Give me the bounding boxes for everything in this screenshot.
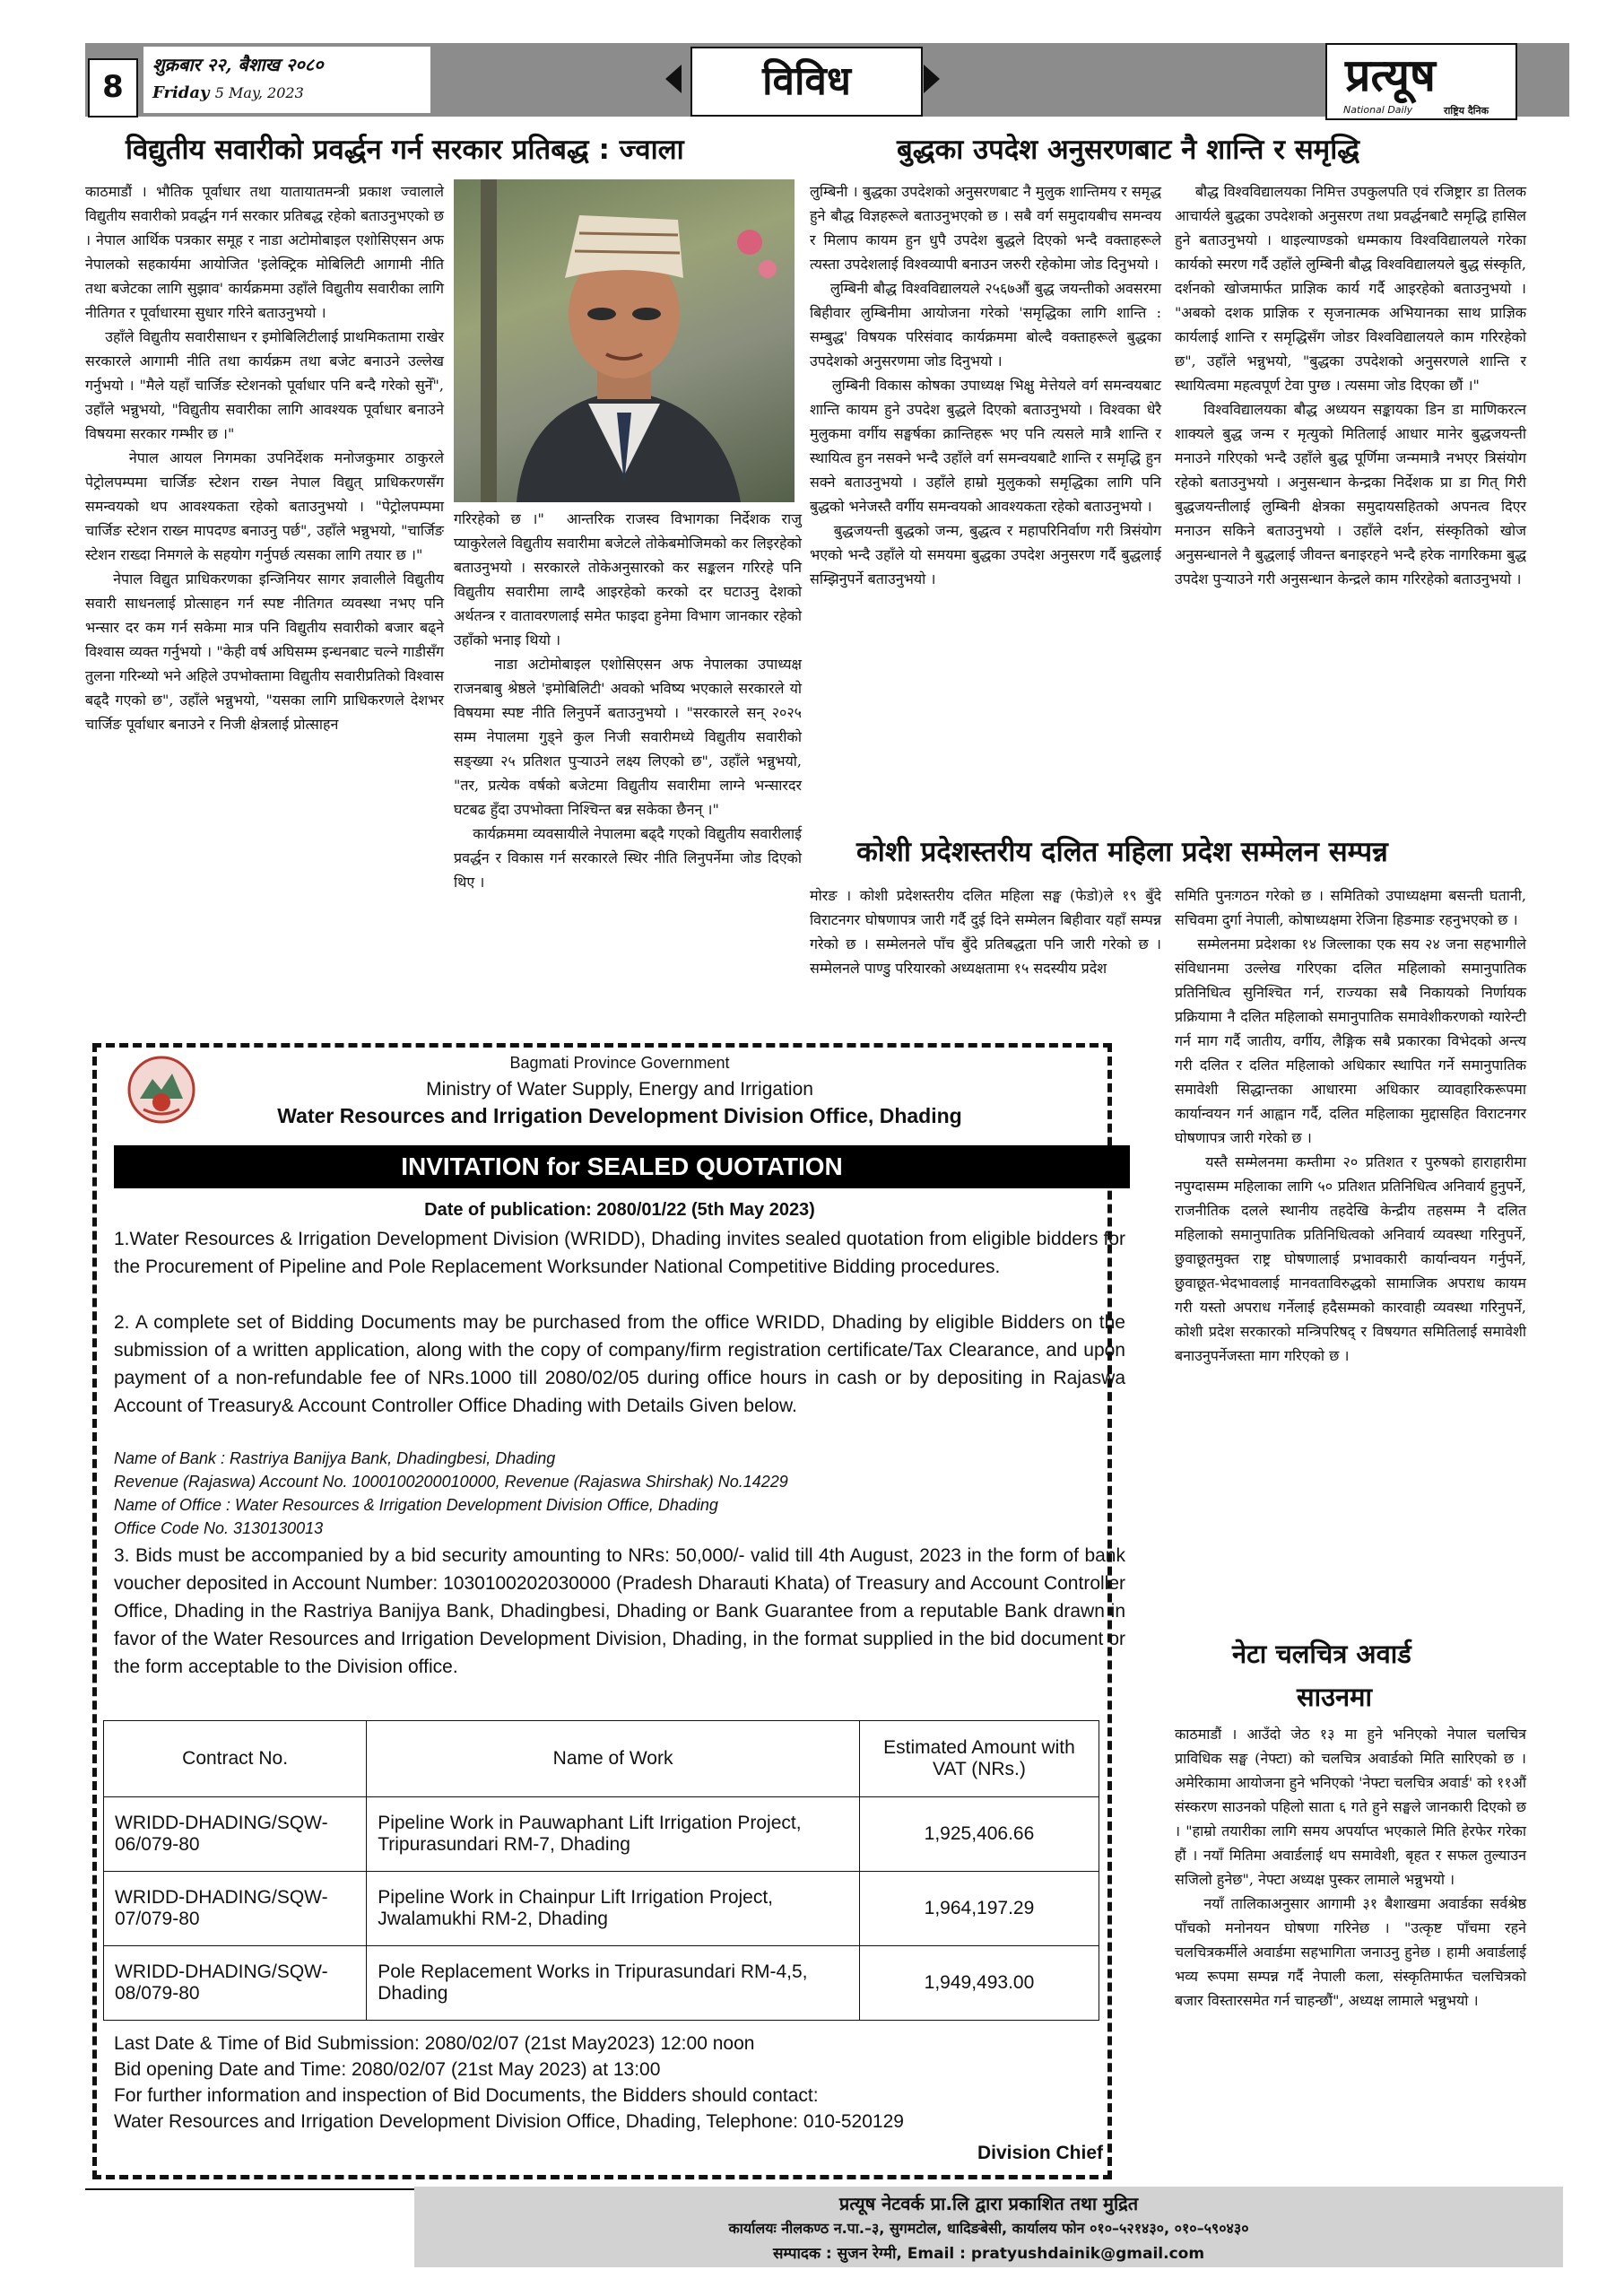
- notice-publication-date: Date of publication: 2080/01/22 (5th May 2023): [424, 1200, 815, 1220]
- article4-body: काठमाडौं । आउँदो जेठ १३ मा हुने भनिएको नेपाल चलचित्र प्राविधिक सङ्घ (नेफ्टा) को चलचित्र अवार्डको मिति सारिएको छ । अमेरिकामा आयोजना हुने भनिएको 'नेफ्टा चलचित्र अवार्ड' को ११औं संस्करण साउनको पहिलो साता ६ गते हुने सङ्घले जानकारी दिएको छ । "हाम्रो तयारीका लागि समय अपर्याप्त भएकाले मिति हेरफेर गरेका हौं । नयाँ मितिमा अवार्डलाई थप समावेशी, बृहत र सफल तुल्याउन सजिलो हुनेछ", नेफ्टा अध्यक्ष पुस्कर लामाले भन्नुभयो । नयाँ तालिकाअनुसार आगामी ३१ बैशाखमा अवार्डका सर्वश्रेष्ठ पाँचको मनोनयन घोषणा गरिनेछ । "उत्कृष्ट पाँचमा रहने चलचित्रकर्मीले अवार्डमा सहभागिता जनाउनु हुनेछ । हामी अवार्डलाई भव्य रूपमा सम्पन्न गर्दै नेपाली कला, संस्कृतिमार्फत चलचित्रको बजार विस्तारसमेत गर्न चाहन्छौं", अध्यक्ष लामाले भन्नुभयो ।: [1175, 1726, 1526, 2009]
- article4-headline-line2: साउनमा: [1297, 1682, 1372, 1712]
- notice-opening-date: Bid opening Date and Time: 2080/02/07 (21st May 2023) at 13:00: [114, 2059, 661, 2080]
- notice-government: Bagmati Province Government: [509, 1054, 730, 1072]
- notice-ministry: Ministry of Water Supply, Energy and Irrigation: [426, 1079, 813, 1100]
- header-contract-no: Contract No.: [104, 1721, 367, 1797]
- article3-headline: कोशी प्रदेशस्तरीय दलित महिला प्रदेश सम्मेलन सम्पन्न: [856, 836, 1388, 868]
- contract-no-cell: WRIDD-DHADING/SQW-07/079-80: [104, 1872, 367, 1946]
- amount-cell: 1,925,406.66: [859, 1797, 1099, 1872]
- notice-title: INVITATION for SEALED QUOTATION: [114, 1145, 1130, 1188]
- notice-office: Water Resources and Irrigation Development Division Office, Dhading: [277, 1104, 962, 1127]
- work-name-cell: Pipeline Work in Pauwaphant Lift Irrigation Project, Tripurasundari RM-7, Dhading: [367, 1797, 860, 1872]
- notice-revenue-account: Revenue (Rajaswa) Account No. 1000100200010000, Revenue (Rajaswa Shirshak) No.14229: [114, 1473, 788, 1491]
- notice-office-code: Office Code No. 3130130013: [114, 1519, 324, 1537]
- footer-address: कार्यालयः नीलकण्ठ न.पा.–३, सुगमटोल, धादिङबेसी, कार्यालय फोन ०१०–५२१४३०, ०१०–५९०४३०: [728, 2220, 1249, 2237]
- notice-further-info: For further information and inspection of Bid Documents, the Bidders should contact:: [114, 2085, 819, 2106]
- newspaper-logo: प्रत्यूष: [1345, 49, 1436, 101]
- notice-paragraph-2: 2. A complete set of Bidding Documents may be purchased from the office WRIDD, Dhading by eligible Bidders on the submission of a written application, along with the copy of company/firm registration certificate/Tax Clearance, and upon payment of a non-refundable fee of NRs.1000 till 2080/02/05 during office hours in cash or by depositing in Rajaswa Account of Treasury& Account Controller Office Dhading with Details Given below.: [114, 1312, 1125, 1416]
- table-row: [104, 1797, 1099, 1872]
- amount-cell: 1,949,493.00: [859, 1946, 1099, 2021]
- date-day: Friday: [152, 83, 210, 102]
- notice-bank-name: Name of Bank : Rastriya Banijya Bank, Dhadingbesi, Dhading: [114, 1449, 556, 1467]
- article1-column1: काठमाडौं । भौतिक पूर्वाधार तथा यातायातमन्त्री प्रकाश ज्वालाले विद्युतीय सवारीको प्रवर्द्धन गर्न सरकार प्रतिबद्ध रहेको बताउनुभएको छ । नेपाल आर्थिक पत्रकार समूह र नाडा अटोमोबाइल एशोसिएसन अफ नेपालको सहकार्यमा आयोजित 'इलेक्ट्रिक मोबिलिटी आगामी नीति तथा बजेटका लागि सुझाव' कार्यक्रममा उहाँले विद्युतीय सवारीका लागि नीतिगत र पूर्वाधारमा सुधार गरिने बताउनुभयो । उहाँले विद्युतीय सवारीसाधन र इमोबिलिटीलाई प्राथमिकतामा राखेर सरकारले आगामी नीति तथा कार्यक्रम तथा बजेट बनाउने उल्लेख गर्नुभयो । "मैले यहाँ चार्जिङ स्टेशनको पूर्वाधार पनि बन्दै गरेको सुनेँ", उहाँले भन्नुभयो, "विद्युतीय सवारीका लागि आवश्यक पूर्वाधार बनाउने विषयमा सरकार गम्भीर छ ।" नेपाल आयल निगमका उपनिर्देशक मनोजकुमार ठाकुरले पेट्रोलपम्पमा चार्जिङ स्टेशन राख्न नेपाल विद्युत् प्राधिकरणसँग समन्वयको थप आवश्यकता रहेको बताउनुभयो । "पेट्रोलपम्पमा चार्जिङ स्टेशन राख्न मापदण्ड बनाउनु पर्छ", उहाँले भन्नुभयो, "चार्जिङ स्टेशन राख्दा निमगले के सहयोग गर्नुपर्छ त्यसका लागि तयार छ ।" नेपाल विद्युत प्राधिकरणका इन्जिनियर सागर ज्ञवालीले विद्युतीय सवारी साधनलाई प्रोत्साहन गर्न स्पष्ट नीतिगत व्यवस्था नभए पनि भन्सार दर कम गर्न सकेमा मात्र पनि विद्युतीय सवारीको बजार बढ्ने विश्वास व्यक्त गर्नुभयो । "केही वर्ष अघिसम्म इन्धनबाट चल्ने गाडीसँग तुलना गरिन्थ्यो भने अहिले उपभोक्तामा विद्युतीय सवारीप्रतिको विश्वास बढ्दै गएको छ", उहाँले भन्नुभयो, "यसका लागि प्राधिकरणले देशभर चार्जिङ पूर्वाधार बनाउने र निजी क्षेत्रलाई प्रोत्साहन: [85, 183, 445, 733]
- notice-contact: Water Resources and Irrigation Development Division Office, Dhading, Telephone: 010-520129: [114, 2111, 904, 2132]
- notice-paragraph-1: 1.Water Resources & Irrigation Development Division (WRIDD), Dhading invites sealed quotation from eligible bidders for the Procurement of Pipeline and Pole Replacement Worksunder National Competitive Bidding procedures.: [114, 1229, 1125, 1277]
- page-number: 8: [88, 58, 138, 117]
- article3-column2: समिति पुनःगठन गरेको छ । समितिको उपाध्यक्षमा बसन्ती घतानी, सचिवमा दुर्गा नेपाली, कोषाध्यक्षमा रेजिना हिङमाङ रहनुभएको छ । सम्मेलनमा प्रदेशका १४ जिल्लाका एक सय २४ जना सहभागीले संविधानमा उल्लेख गरिएका दलित महिलाको समानुपातिक प्रतिनिधित्व सुनिश्चित गर्न, राज्यका सबै निकायको निर्णायक प्रक्रियामा नै दलित महिलाको समानुपातिक समावेशीकरणको ग्यारेन्टी गर्न माग गर्दै जातीय, वर्गीय, लैङ्गिक सबै प्रकारका विभेदको अन्त्य गरी दलित र दलित महिलाको अधिकार स्थापित गर्ने समानुपातिक समावेशी सिद्धान्तका आधारमा अधिकार व्यावहारिकरूपमा कार्यान्वयन गर्न आह्वान गर्दै, दलित महिलाका मुद्दासहित विराटनगर घोषणापत्र जारी गरेको छ । यस्तै सम्मेलनमा कम्तीमा २० प्रतिशत र पुरुषको हाराहारीमा नपुग्दासम्म महिलाका लागि ५० प्रतिशत प्रतिनिधित्व अनिवार्य हुनुपर्ने, राजनीतिक दलले स्थानीय तहदेखि केन्द्रीय तहसम्म नै दलित महिलाको समानुपातिक प्रतिनिधित्वको अनिवार्य व्यवस्था गरिनुपर्ने, छुवाछूतमुक्त राष्ट्र घोषणालाई प्रभावकारी कार्यान्वयन गर्नुपर्ने, छुवाछूत-भेदभावलाई मानवताविरुद्धको सामाजिक अपराध कायम गरी यस्तो अपराध गर्नेलाई हदैसम्मको कारवाही व्यवस्था गरिनुपर्ने, कोशी प्रदेश सरकारको मन्त्रिपरिषद् र विषयगत समितिलाई समावेशी बनाउनुपर्नेजस्ता माग गरिएको छ ।: [1175, 887, 1526, 1364]
- minister-photo: [454, 179, 795, 502]
- triangle-right-icon: [924, 65, 940, 93]
- notice-signature: Division Chief: [977, 2143, 1104, 2163]
- work-name-cell: Pipeline Work in Chainpur Lift Irrigation Project, Jwalamukhi RM-2, Dhading: [367, 1872, 860, 1946]
- article2-column2: बौद्ध विश्वविद्यालयका निमित्त उपकुलपति एवं रजिष्ट्रार डा तिलक आचार्यले बुद्धका उपदेशको अनुसरण तथा प्रवर्द्धनबाटै समृद्धि हासिल हुने बताउनुभयो । थाइल्याण्डको धम्मकाय विश्वविद्यालयले गरेका कार्यको स्मरण गर्दै उहाँले लुम्बिनी बौद्ध विश्वविद्यालयले बुद्ध संस्कृति, दर्शनको खोजमार्फत प्राज्ञिक कार्य गर्दै आइरहेको बताउनुभयो । "अबको दशक प्राज्ञिक र सृजनात्मक अभियानका साथ प्राज्ञिक कार्यलाई शान्ति र समृद्धिसँग जोडर विश्वविद्यालयले काम गरिरहेको छ", उहाँले भन्नुभयो, "बुद्धका उपदेशको अनुसरणले शान्ति र स्थायित्वमा महत्वपूर्ण टेवा पुग्छ । त्यसमा जोड दिएका छौं ।" विश्वविद्यालयका बौद्ध अध्ययन सङ्कायका डिन डा माणिकरत्न शाक्यले बुद्ध जन्म र मृत्युको मितिलाई आधार मानेर बुद्धजयन्ती मनाउने गरिएको भन्दै उहाँले बुद्ध पूर्णिमा जन्ममात्रै नभएर त्रिसंयोग रहेको बताउनुभयो । अनुसन्धान केन्द्रका निर्देशक प्रा डा गित् गिरी बुद्धजयन्तीलाई लुम्बिनी क्षेत्रका समुदायसहितको अपनत्व दिएर मनाउन सकिने बताउनुभयो । उहाँले दर्शन, संस्कृतिको खोज अनुसन्धानले नै बुद्धलाई जीवन्त बनाइरहने भन्दै हरेक नागरिकमा बुद्ध उपदेश पुऱ्याउने गरी अनुसन्धान केन्द्रले काम गरिरहेको बताउनुभयो ।: [1175, 183, 1527, 587]
- notice-office-name: Name of Office : Water Resources & Irrigation Development Division Office, Dhading: [114, 1496, 718, 1514]
- contracts-table: [103, 1720, 1099, 2021]
- contract-no-cell: WRIDD-DHADING/SQW-06/079-80: [104, 1797, 367, 1872]
- work-name-cell: Pole Replacement Works in Tripurasundari RM-4,5, Dhading: [367, 1946, 860, 2021]
- table-row: [104, 1946, 1099, 2021]
- article3-column1: मोरङ । कोशी प्रदेशस्तरीय दलित महिला सङ्घ (फेडो)ले १९ बुँदे विराटनगर घोषणापत्र जारी गर्दै दुई दिने सम्मेलन बिहीवार यहाँ सम्पन्न गरेको छ । सम्मेलनले पाँच बुँदे प्रतिबद्धता पनि जारी गरेको छ । सम्मेलनले पाण्डु परियारको अध्यक्षतामा १५ सदस्यीय प्रदेश: [810, 887, 1167, 977]
- date-english: [152, 83, 304, 102]
- logo-subtitle-en: National Daily: [1343, 104, 1413, 116]
- notice-last-date: Last Date & Time of Bid Submission: 2080/02/07 (21st May2023) 12:00 noon: [114, 2033, 755, 2054]
- section-title: विविध: [690, 47, 923, 117]
- portrait-illustration: [454, 179, 795, 502]
- article1-headline: विद्युतीय सवारीको प्रवर्द्धन गर्न सरकार प्रतिबद्ध : ज्वाला: [126, 134, 684, 166]
- table-header-row: [104, 1721, 1099, 1797]
- date-nepali: शुक्रबार २२, बैशाख २०८०: [152, 54, 324, 75]
- logo-subtitle-np: राष्ट्रिय दैनिक: [1444, 105, 1489, 117]
- article1-column2: गरिरहेको छ ।" आन्तरिक राजस्व विभागका निर्देशक राजु प्याकुरेलले विद्युतीय सवारीमा बजेटले तोकेबमोजिमको कर लिइरहेको बताउनुभयो । सरकारले तोकेअनुसारको कर सङ्कलन गरिरहे पनि विद्युतीय सवारीमा लाग्दै आइरहेको करको दर घटाउनु देशको अर्थतन्त्र र वातावरणलाई समेत फाइदा हुनेमा विभाग जानकार रहेको उहाँको भनाइ थियो । नाडा अटोमोबाइल एशोसिएसन अफ नेपालका उपाध्यक्ष राजनबाबु श्रेष्ठले 'इमोबिलिटी' अवको भविष्य भएकाले सरकारले यो विषयमा स्पष्ट नीति लिनुपर्ने बताउनुभयो । "सरकारले सन् २०२५ सम्म नेपालमा गुड्ने कुल निजी सवारीमध्ये विद्युतीय सवारीको सङ्ख्या २५ प्रतिशत पुऱ्याउने लक्ष्य लिएको छ", उहाँले भन्नुभयो, "तर, प्रत्येक वर्षको बजेटमा विद्युतीय सवारीमा लाग्ने भन्सारदर घटबढ हुँदा उपभोक्ता निश्चिन्त बन्न सकेका छैनन् ।" कार्यक्रममा व्यवसायीले नेपालमा बढ्दै गएको विद्युतीय सवारीलाई प्रवर्द्धन र विकास गर्न सरकारले स्थिर नीति लिनुपर्नेमा जोड दिएको थिए ।: [454, 510, 803, 891]
- article2-column1: लुम्बिनी । बुद्धका उपदेशको अनुसरणबाट नै मुलुक शान्तिमय र समृद्ध हुने बौद्ध विज्ञहरूले बताउनुभएको छ । सबै वर्ग समुदायबीच समन्वय र मिलाप कायम हुन धुपै उपदेश बुद्धले दिएको भन्दै वक्ताहरूले त्यस्ता उपदेशलाई विश्वव्यापी बनाउन जरुरी रहेकोमा जोड दिनुभयो । लुम्बिनी बौद्ध विश्वविद्यालयले २५६७औं बुद्ध जयन्तीको अवसरमा बिहीवार लुम्बिनीमा आयोजना गरेको 'समृद्धिका लागि शान्ति : सम्बुद्ध' विषयक परिसंवाद कार्यक्रममा बोल्दै वक्ताहरूले बुद्धका उपदेशको अनुसरणमा जोड दिनुभयो । लुम्बिनी विकास कोषका उपाध्यक्ष भिक्षु मेत्तेयले वर्ग समन्वयबाट शान्ति कायम हुने उपदेश बुद्धले दिएको बताउनुभयो । विश्वका धेरै मुलुकमा वर्गीय सङ्घर्षका क्रान्तिहरू भए पनि त्यसले मात्रै शान्ति र स्थायित्व हुन नसक्ने भन्दै उहाँले वर्ग समन्वयबाटै शान्ति र समृद्धि हुन सक्ने बताउनुभयो । उहाँले हाम्रो मुलुकको समृद्धिका लागि पनि बुद्धको भनेजस्तै वर्गीय समन्वयको आवश्यकता रहेको बताउनुभयो । बुद्धजयन्ती बुद्धको जन्म, बुद्धत्व र महापरिनिर्वाण गरी त्रिसंयोग भएको भन्दै उहाँले यो समयमा बुद्धका उपदेश अनुसरण गर्दै बुद्धलाई सम्झिनुपर्ने बताउनुभयो ।: [810, 183, 1162, 587]
- contract-no-cell: WRIDD-DHADING/SQW-08/079-80: [104, 1946, 367, 2021]
- article2-headline: बुद्धका उपदेश अनुसरणबाट नै शान्ति र समृद्धि: [897, 134, 1360, 166]
- date-value: 5 May, 2023: [214, 84, 304, 101]
- article4-headline-line1: नेटा चलचित्र अवार्ड: [1232, 1639, 1411, 1669]
- footer-editor: सम्पादक : सुजन रेग्मी, Email : pratyushdainik@gmail.com: [772, 2245, 1205, 2263]
- header-estimated-amount: Estimated Amount with VAT (NRs.): [859, 1721, 1099, 1797]
- header-name-of-work: Name of Work: [367, 1721, 860, 1797]
- amount-cell: 1,964,197.29: [859, 1872, 1099, 1946]
- notice-paragraph-3: 3. Bids must be accompanied by a bid security amounting to NRs: 50,000/- valid till 4th August, 2023 in the form of bank voucher deposited in Account Number: 1030100202030000 (Pradesh Dharauti Khata) of Treasury and Account Controller Office, Dhading in the Rastriya Banijya Bank, Dhadingbesi, Dhading or Bank Guarantee from a reputable Bank drawn in favor of the Water Resources and Irrigation Development Division, Dhading, in the format supplied in the bid document or the form acceptable to the Division office.: [114, 1545, 1125, 1677]
- table-row: [104, 1872, 1099, 1946]
- triangle-left-icon: [665, 65, 682, 93]
- footer-publisher: प्रत्यूष नेटवर्क प्रा.लि द्वारा प्रकाशित तथा मुद्रित: [838, 2193, 1139, 2214]
